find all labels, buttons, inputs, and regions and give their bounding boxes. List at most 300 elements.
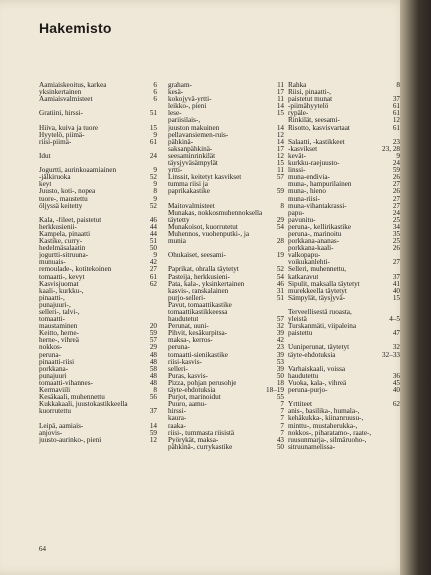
index-entry-term: muna-endivia- (288, 174, 330, 182)
index-entry-term: täytetty (168, 216, 190, 224)
index-entry-term: kuorrutettu (39, 408, 71, 416)
index-entry-page: 8 (153, 187, 157, 196)
index-entry (39, 245, 157, 252)
index-entry-page: 46 (276, 279, 284, 288)
index-entry (168, 366, 284, 373)
index-entry-page: 27 (149, 265, 157, 274)
index-entry (39, 344, 157, 351)
index-entry-term: punajuuri-, (39, 301, 71, 309)
index-entry-term: Pihvit, kesäkurpitsa- (168, 330, 228, 338)
index-entry (288, 210, 400, 217)
index-entry-term: kokojyvä-yrtti- (168, 96, 212, 104)
index-entry-term: kevät- (288, 152, 306, 160)
index-entry (288, 103, 400, 110)
index-entry-page: 12 (149, 435, 157, 444)
index-entry-term: riisi-piimä- (39, 138, 72, 146)
index-entry-term: pellavansiemen-ruis- (168, 131, 229, 139)
index-entry-term: kaura- (168, 415, 187, 423)
index-entry (168, 210, 284, 217)
index-gap (168, 245, 284, 252)
index-entry-page: 6 (153, 88, 157, 97)
index-entry (288, 231, 400, 238)
index-entry (168, 231, 284, 238)
index-entry-page: 50 (276, 371, 284, 380)
index-entry (288, 146, 400, 153)
index-gap (39, 103, 157, 110)
index-entry (168, 125, 284, 132)
index-entry (39, 153, 157, 160)
index-entry (168, 153, 284, 160)
index-entry-term: täysjyväsämpylät (168, 160, 218, 168)
index-entry-page: 24 (149, 151, 157, 160)
index-entry (39, 231, 157, 238)
index-entry (39, 217, 157, 224)
index-entry-term: Rinkilät, seesami- (288, 117, 340, 125)
index-entry-page: 19 (276, 251, 284, 260)
index-entry-term: herkkusienii- (39, 223, 77, 231)
index-entry-page: 61 (149, 272, 157, 281)
index-entry-page: 37 (392, 95, 400, 104)
index-entry-term: punajuuri (39, 372, 67, 380)
index-entry-term: graham- (168, 82, 192, 89)
index-entry-term: täyte-ehdotuksia (288, 351, 336, 359)
index-entry (288, 437, 400, 444)
index-entry (39, 430, 157, 437)
index-entry-page: 51 (149, 237, 157, 246)
index-entry-term: Rahka (288, 82, 307, 89)
index-entry-page: 18–19 (266, 386, 284, 395)
index-entry (168, 415, 284, 422)
index-entry-page: 55 (276, 393, 284, 402)
index-entry-term: kurkku-raejuusto- (288, 160, 340, 168)
index-entry-page: 45 (392, 378, 400, 387)
index-entry (288, 125, 400, 132)
index-entry-term: Muhennos, vuohenputki-, ja (168, 230, 250, 238)
index-entry-term: jogurtti-sitruuna- (39, 252, 89, 260)
index-entry (168, 274, 284, 281)
index-entry-page: 51 (149, 109, 157, 118)
index-entry (288, 309, 400, 316)
index-entry-page: 37 (149, 407, 157, 416)
index-entry (288, 330, 400, 337)
index-entry-term: tumma riisi ja (168, 181, 208, 189)
index-entry (288, 117, 400, 124)
index-entry-term: Kampela, pinaatti (39, 230, 91, 238)
index-entry-page: 48 (149, 357, 157, 366)
index-entry (39, 274, 157, 281)
index-entry-page: 7 (280, 428, 284, 437)
index-entry-term: peruna-purjo- (288, 387, 328, 395)
index-entry-page: 29 (276, 215, 284, 224)
index-entry-term: maksa-, kerros- (168, 337, 213, 345)
index-entry-term: Risotto, kasvisvartaat (288, 124, 350, 132)
index-entry-term: kesä- (168, 89, 184, 97)
index-entry-page: 52 (149, 173, 157, 182)
index-entry-term: Munakoisot, kuorrutetut (168, 223, 238, 231)
index-entry (168, 302, 284, 309)
index-entry-term: tomaatti-sienikastike (168, 351, 228, 359)
index-entry-page: 9 (396, 151, 400, 160)
index-entry-page (155, 288, 157, 295)
index-entry (39, 316, 157, 323)
index-entry-term: peruna-, marinoitu (288, 230, 342, 238)
index-entry-page: 26 (392, 244, 400, 253)
index-entry-page: 54 (276, 222, 284, 231)
index-entry-term: Yrttiteet (288, 401, 312, 409)
index-entry (168, 309, 284, 316)
index-entry-page: 25 (392, 237, 400, 246)
index-entry-page: 28 (276, 237, 284, 246)
index-entry-term: muna-vihantakrassi- (288, 202, 347, 210)
index-entry (39, 366, 157, 373)
index-entry-term: Pizza, pohjan perusohje (168, 379, 237, 387)
index-entry-term: linssi- (288, 167, 306, 175)
index-entry (288, 295, 400, 302)
index-entry (39, 295, 157, 302)
index-entry-page: 39 (276, 329, 284, 338)
index-entry (288, 181, 400, 188)
index-entry-term: pinaatti-riisi (39, 358, 75, 366)
index-entry-term: hirssi- (168, 408, 186, 416)
index-entry-page: 39 (276, 350, 284, 359)
index-entry-term: raaka- (168, 422, 186, 430)
index-entry (168, 139, 284, 146)
index-entry-term: juusto-aurinko-, pieni (39, 436, 102, 444)
index-entry (288, 387, 400, 394)
index-entry-page: 42 (276, 336, 284, 345)
index-entry (39, 309, 157, 316)
index-entry-page: 61 (392, 109, 400, 118)
index-entry-term: porkkana-ananas- (288, 238, 340, 246)
index-entry (288, 380, 400, 387)
index-entry-page: 8 (396, 81, 400, 89)
index-entry-term: yksinkertainen (39, 89, 82, 97)
index-entry-term: riisi-kasvis- (168, 358, 202, 366)
index-entry (168, 444, 284, 451)
index-entry-term: munia (168, 238, 186, 246)
index-entry-term: purjo-selleri- (168, 294, 206, 302)
index-entry-term: peruna-, kellirikastike (288, 223, 352, 231)
index-entry-term: peruna- (168, 344, 190, 352)
index-entry-term: Purjot, marinoidut (168, 394, 221, 402)
index-entry-term: Pata, kala-, yksinkertainen (168, 280, 245, 288)
index-entry (39, 352, 157, 359)
index-entry (39, 174, 157, 181)
index-entry-term: Kukkakaali, juustokastikkeella (39, 401, 128, 409)
index-entry-term: täyte-ehdotuksia (168, 387, 216, 395)
index-entry-page: 32–33 (382, 350, 400, 359)
index-entry-term: paistettu (288, 330, 313, 338)
index-entry (39, 394, 157, 401)
index-entry-term: keyt (39, 181, 52, 189)
index-entry-page: 59 (149, 428, 157, 437)
index-entry-term: kaali-, kurkku-, (39, 287, 84, 295)
index-entry-term: Riisi, pinaatti-, (288, 89, 331, 97)
index-entry-term: valkopapu- (288, 252, 321, 260)
index-entry (168, 337, 284, 344)
index-entry-page: 17 (276, 144, 284, 153)
index-entry-page: 35 (392, 229, 400, 238)
index-entry-term: Perunat, uuni- (168, 323, 209, 331)
index-entry-term: Leipä, aamiais- (39, 422, 84, 430)
index-entry-term: maustaminen (39, 323, 78, 331)
index-entry (288, 224, 400, 231)
index-entry-page: 8 (280, 201, 284, 210)
index-entry-term: tomaattikastikkeessa (168, 309, 228, 316)
index-entry (288, 444, 400, 451)
index-entry-term: pariisilais-, (168, 117, 201, 125)
index-entry-term: Sämpylät, täysjyvä- (288, 294, 346, 302)
index-entry-term: Ohukaiset, seesami- (168, 252, 226, 260)
index-entry (168, 117, 284, 124)
index-entry (39, 281, 157, 288)
index-gap (39, 117, 157, 124)
index-entry (168, 408, 284, 415)
index-entry-page: 24 (392, 208, 400, 217)
index-entry-page: 18 (276, 378, 284, 387)
index-entry (168, 387, 284, 394)
index-entry (39, 125, 157, 132)
index-entry-page (282, 302, 284, 309)
index-entry-page: 25 (392, 215, 400, 224)
index-entry-term: munuais- (39, 259, 66, 267)
index-entry (168, 238, 284, 245)
index-entry (168, 252, 284, 259)
index-entry-term: Uuniperunat, täytetyt (288, 344, 350, 352)
index-column-3 (288, 82, 400, 451)
index-entry (168, 281, 284, 288)
index-entry-term: muna-riisi- (288, 195, 320, 203)
index-entry-term: pähkinä-, currykastike (168, 443, 233, 451)
index-entry (168, 295, 284, 302)
index-entry (39, 359, 157, 366)
index-entry (168, 132, 284, 139)
index-entry (288, 82, 400, 89)
index-entry (168, 288, 284, 295)
index-entry-term: öljyssä keitetty (39, 202, 83, 210)
index-entry (288, 196, 400, 203)
index-entry-term: Maitovalmisteet (168, 202, 215, 210)
index-entry-term: Kasvisjuomat (39, 280, 79, 288)
index-gap (168, 196, 284, 203)
index-entry-term: riisi-, tummasta riisistä (168, 429, 235, 437)
index-entry-term: ruusunmarja-, silmäruoho-, (288, 436, 367, 444)
index-entry (168, 330, 284, 337)
index-entry-page: 9 (153, 180, 157, 189)
index-column-2 (168, 82, 284, 451)
index-entry-page: 32 (392, 343, 400, 352)
index-entry-page: 6 (153, 95, 157, 104)
index-entry-page: 40 (392, 386, 400, 395)
index-gap (288, 337, 400, 344)
index-entry (39, 423, 157, 430)
index-entry-page: 12 (276, 151, 284, 160)
index-entry (288, 188, 400, 195)
index-entry-term: porkkana- (39, 365, 69, 373)
index-entry-term: tomaatti- (39, 316, 65, 324)
index-entry-term: porkkana-kaali- (288, 245, 334, 253)
index-entry (39, 96, 157, 103)
index-entry-term: katkaravut (288, 273, 319, 281)
index-entry-term: perunа- (39, 351, 61, 359)
index-entry (168, 401, 284, 408)
index-entry-page: 53 (276, 357, 284, 366)
index-entry (168, 103, 284, 110)
index-entry-term: Salaatti, -kastikkeet (288, 138, 345, 146)
index-entry (39, 330, 157, 337)
index-entry (168, 323, 284, 330)
index-entry-page: 52 (276, 265, 284, 274)
index-entry (168, 316, 284, 323)
index-entry-page: 61 (149, 137, 157, 146)
index-entry-page: 59 (276, 187, 284, 196)
index-entry-term: haudutettu (288, 372, 319, 380)
index-entry-term: Terveellisestä ruoasta, (288, 309, 352, 316)
index-entry-page: 47 (392, 329, 400, 338)
index-entry-term: Keitto, herne- (39, 330, 79, 338)
index-entry (288, 423, 400, 430)
index-entry (288, 415, 400, 422)
index-entry (39, 259, 157, 266)
index-entry (39, 266, 157, 273)
index-gap (39, 146, 157, 153)
index-entry-page: 26 (392, 187, 400, 196)
index-entry-term: Hyytelö, piimä- (39, 131, 85, 139)
book-gutter (400, 0, 431, 575)
index-entry (168, 110, 284, 117)
index-entry-page: 29 (149, 343, 157, 352)
index-entry-page: 14 (276, 137, 284, 146)
index-entry (168, 96, 284, 103)
index-entry-term: Puras, kasvis- (168, 372, 208, 380)
index-entry (168, 188, 284, 195)
index-entry (288, 203, 400, 210)
index-entry-term: papu- (288, 209, 305, 217)
index-entry-term: Pyörykät, maksa- (168, 436, 219, 444)
index-entry-term: Paprikat, ohralla täytetyt (168, 266, 239, 274)
index-entry-page: 62 (392, 400, 400, 409)
index-entry-page: 40 (392, 286, 400, 295)
index-entry-term: pähkinä- (168, 138, 194, 146)
index-entry (288, 274, 400, 281)
index-entry-page: 15 (392, 293, 400, 302)
index-entry (39, 110, 157, 117)
index-entry (39, 188, 157, 195)
index-gap (288, 394, 400, 401)
index-entry-term: tuore-, maustettu (39, 195, 88, 203)
index-entry-term: Aamiaiskeoitus, karkea (39, 82, 107, 89)
index-entry-page: 14 (276, 123, 284, 132)
index-entry (39, 408, 157, 415)
index-gap (39, 160, 157, 167)
index-entry (39, 401, 157, 408)
index-entry-page: 32 (276, 322, 284, 331)
index-entry (39, 437, 157, 444)
index-entry-page: 39 (276, 364, 284, 373)
index-entry (39, 196, 157, 203)
index-entry-term: yleistä (288, 316, 307, 324)
index-entry-page: 4–5 (389, 315, 400, 324)
index-entry-page: 27 (392, 194, 400, 203)
index-entry-page: 11 (277, 81, 284, 89)
index-entry-page: 23 (276, 343, 284, 352)
index-entry-page: 48 (149, 350, 157, 359)
index-entry-term: Idut (39, 152, 51, 160)
index-entry (168, 352, 284, 359)
index-entry-page: 57 (149, 336, 157, 345)
index-entry-term: tomaatti-, kevyt (39, 273, 85, 281)
index-entry-page: 59 (392, 166, 400, 175)
index-entry-page: 43 (276, 435, 284, 444)
index-gap (288, 302, 400, 309)
index-entry-term: Vuoka, kala-, vihreä (288, 379, 347, 387)
index-entry-page: 27 (392, 201, 400, 210)
index-entry-page: 61 (392, 102, 400, 111)
index-entry (39, 224, 157, 231)
index-entry-term: Linssit, keitetyt kasvikset (168, 174, 242, 182)
index-entry-term: Juusto, koti-, nopea (39, 188, 96, 196)
index-entry (39, 302, 157, 309)
index-entry-page: 48 (149, 378, 157, 387)
index-entry (168, 167, 284, 174)
index-entry (39, 238, 157, 245)
index-entry-page: 59 (149, 329, 157, 338)
index-entry (39, 252, 157, 259)
index-entry-term: paistetut munat (288, 96, 333, 104)
index-entry (288, 366, 400, 373)
index-entry (168, 174, 284, 181)
index-entry-page: 36 (392, 371, 400, 380)
index-entry (168, 437, 284, 444)
index-entry-page: 9 (153, 130, 157, 139)
index-entry (288, 408, 400, 415)
index-entry-page: 15 (276, 109, 284, 118)
index-entry (168, 344, 284, 351)
index-entry-term: -piimähyytelö (288, 103, 329, 111)
index-entry (288, 288, 400, 295)
index-entry-page: 50 (149, 244, 157, 253)
index-entry (168, 89, 284, 96)
page-title: Hakemisto (39, 20, 112, 36)
index-entry-term: anis-, basilika-, humala-, (288, 408, 360, 416)
index-entry (39, 337, 157, 344)
index-entry-page: 23 (392, 137, 400, 146)
index-entry-page: 54 (276, 272, 284, 281)
index-entry (168, 373, 284, 380)
index-entry (39, 167, 157, 174)
index-entry-page: 11 (277, 166, 284, 175)
index-entry-term: juuston makuinen (168, 124, 220, 132)
index-entry-page: 7 (280, 407, 284, 416)
index-entry-term: paprikakastike (168, 188, 210, 196)
index-entry-term: Sipulit, maksalla täytetyt (288, 280, 360, 288)
index-entry-term: muna-, hampurilainen (288, 181, 352, 189)
index-entry-page: 57 (276, 315, 284, 324)
index-entry (288, 238, 400, 245)
index-gap (39, 415, 157, 422)
index-entry-term: Puuro, aamu- (168, 401, 207, 409)
index-entry-term: Hiiva, kuiva ja tuore (39, 124, 99, 132)
index-entry-page: 9 (153, 251, 157, 260)
index-entry-term: Aamiaisvalmisteet (39, 96, 93, 104)
index-entry-term: -jälkiruoka (39, 174, 71, 182)
index-entry-page: 27 (392, 180, 400, 189)
index-entry (39, 387, 157, 394)
index-entry (168, 394, 284, 401)
index-entry-page: 9 (153, 194, 157, 203)
index-entry-term: muna-, hieno (288, 188, 326, 196)
index-gap (168, 259, 284, 266)
